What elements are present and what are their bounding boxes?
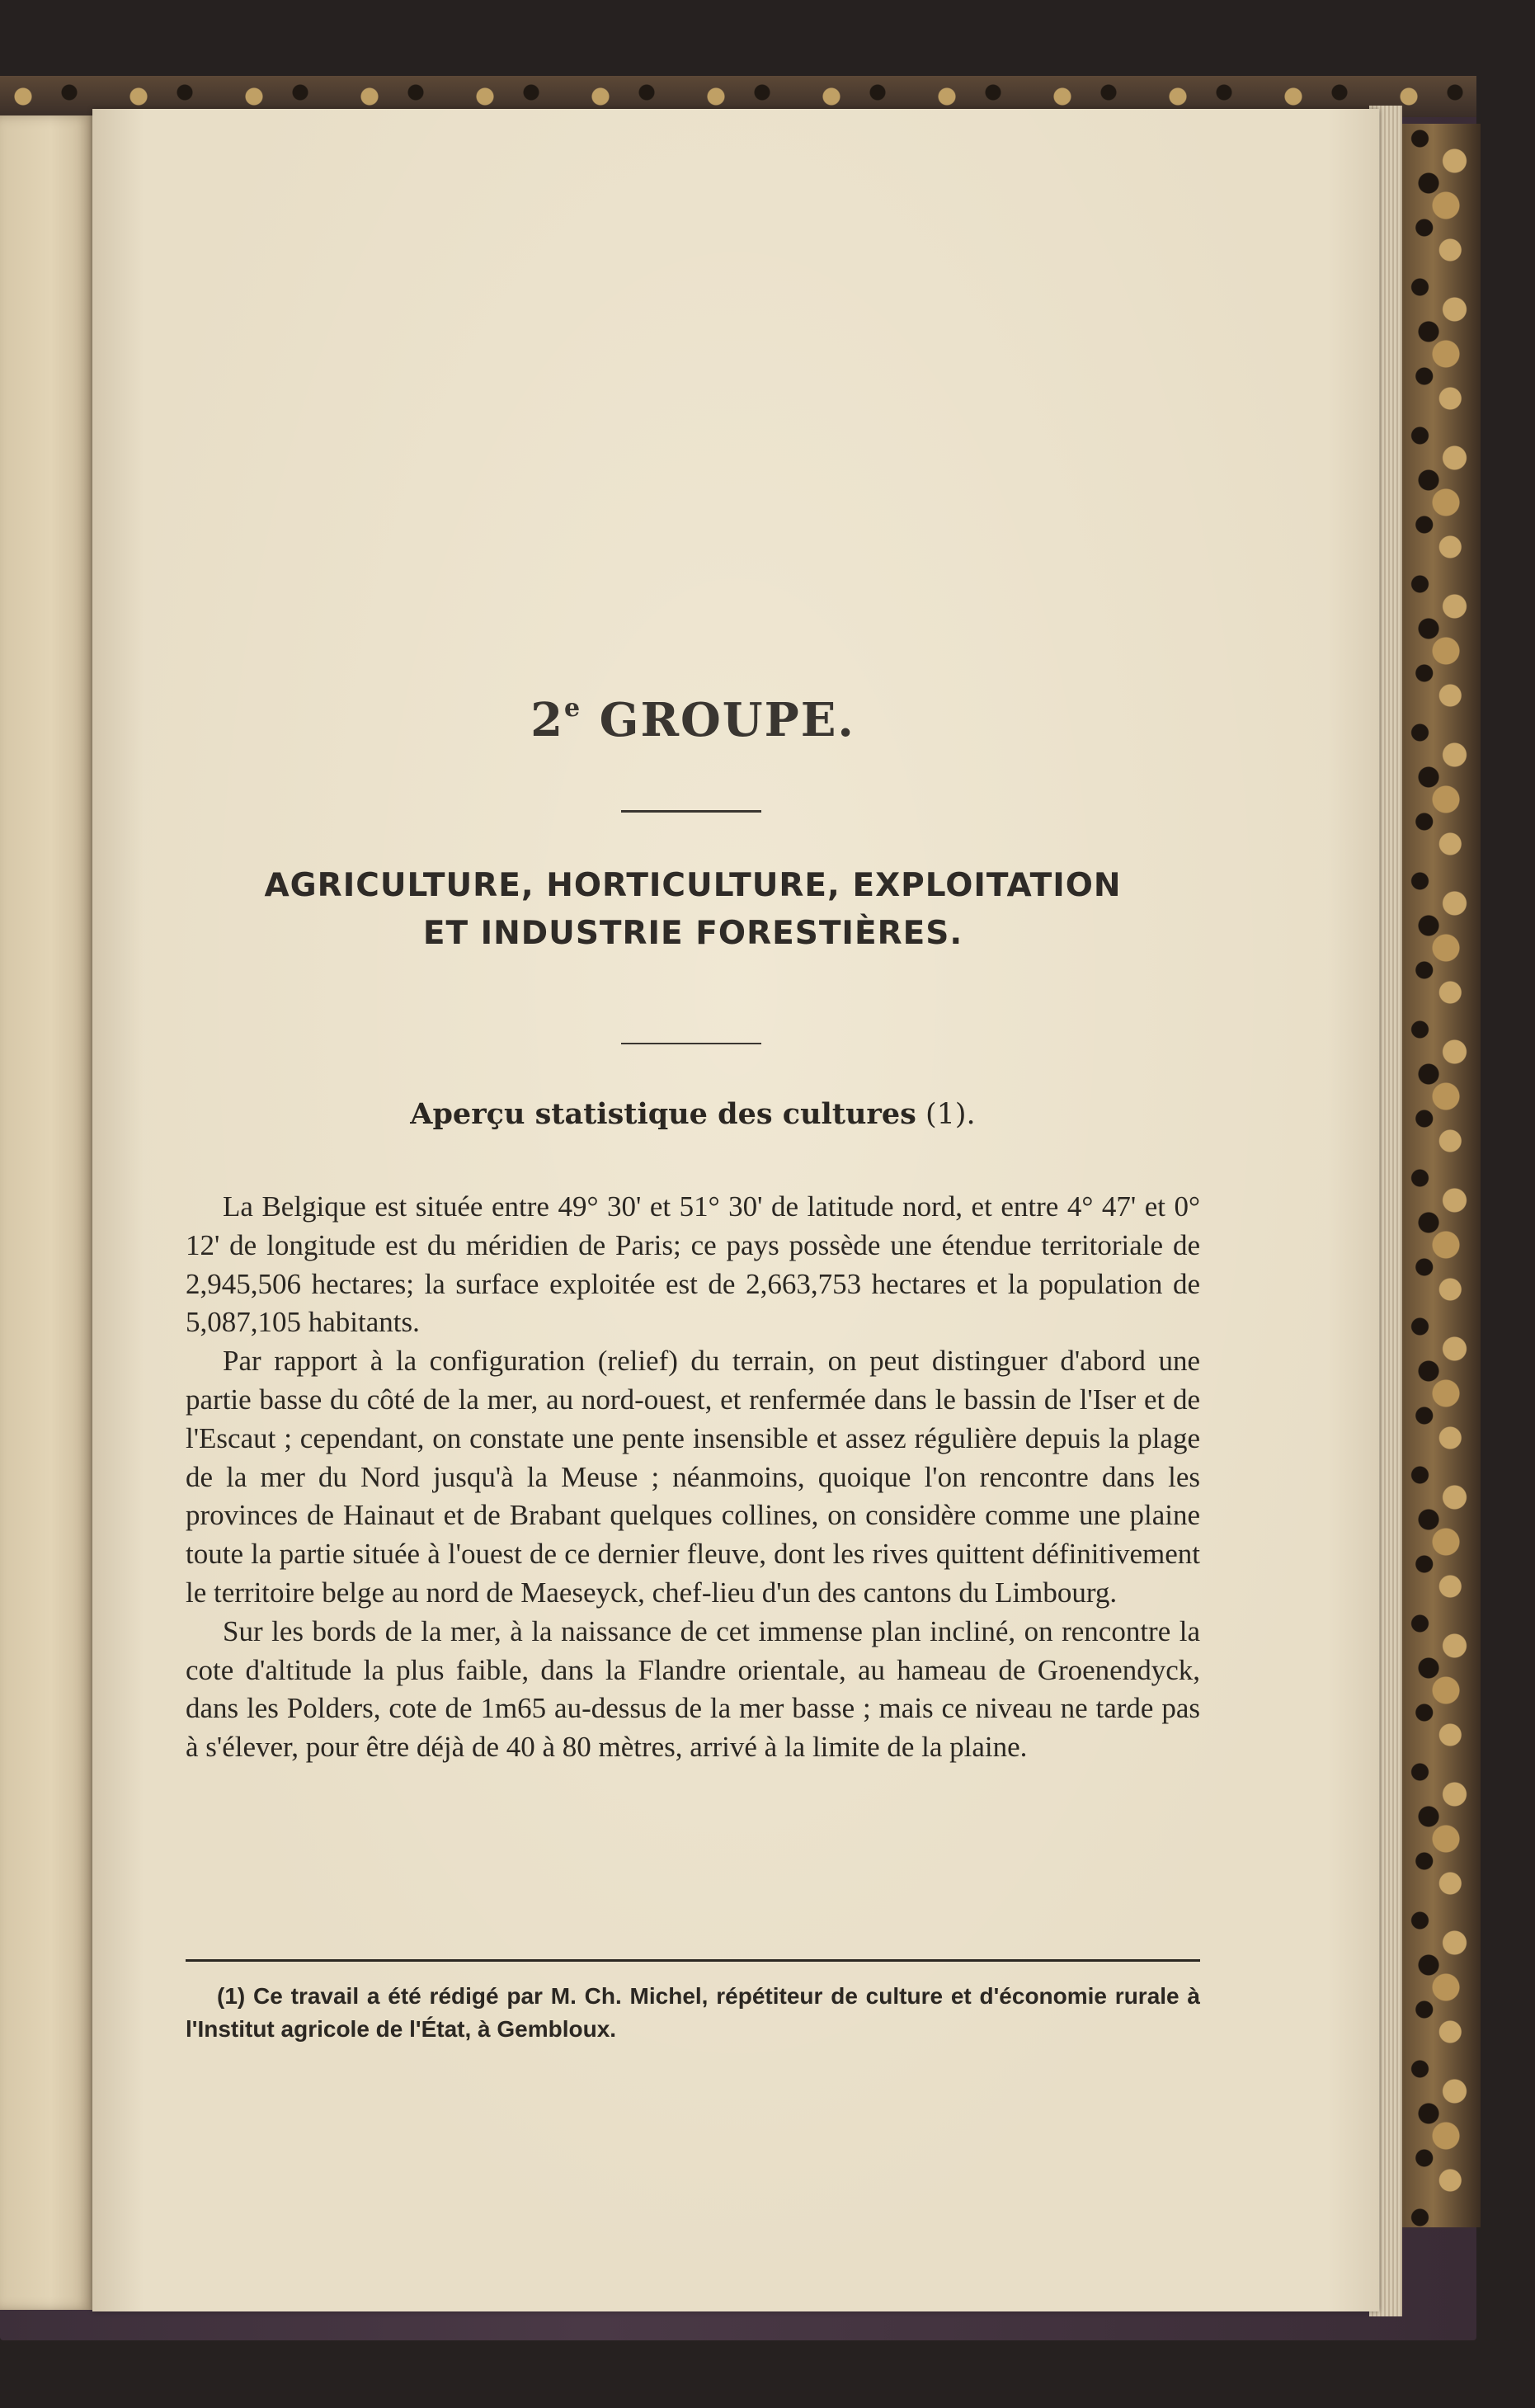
facing-page-edge: [0, 115, 92, 2310]
group-number-suffix: e: [564, 694, 582, 723]
section-heading-line-1: AGRICULTURE, HORTICULTURE, EXPLOITATION: [264, 867, 1122, 904]
footnote-divider: [186, 1959, 1200, 1962]
paragraph-1: La Belgique est située entre 49° 30' et 51° 30' de latitude nord, et entre 4° 47' et 0° 12' de longitude est du méridien de Paris; ce pays possède une étendue territoriale de 2,945,506 hectares; la surface exploitée est de 2,663,753 hectares et la population de 5,087,105 habitants.: [186, 1190, 1200, 1339]
section-heading: [186, 862, 1200, 958]
heading-divider: [621, 1043, 761, 1044]
group-word: GROUPE.: [582, 693, 855, 747]
section-heading-line-2: ET INDUSTRIE FORESTIÈRES.: [422, 915, 963, 952]
group-title: [186, 693, 1200, 747]
marbled-side-edge: [1394, 124, 1481, 2227]
paragraph-2: Par rapport à la configuration (relief) du terrain, on peut distinguer d'abord une partie basse du côté de la mer, au nord-ouest, et renfermée dans le bassin de l'Iser et de l'Escaut ; cependant, on constate une pente insensible et assez régulière depuis la plage de la mer du Nord jusqu'à la Meuse ; néanmoins, quoique l'on rencontre dans les provinces de Hainaut et de Brabant quelques collines, on considère comme une plaine toute la partie située à l'ouest de ce dernier fleuve, dont les rives quittent définitivement le territoire belge au nord de Maeseyck, chef-lieu d'un des cantons du Limbourg.: [186, 1345, 1200, 1609]
body-text: [186, 1188, 1200, 1767]
paragraph-3: Sur les bords de la mer, à la naissance de cet immense plan incliné, on rencontre la cote d'altitude la plus faible, dans la Flandre orientale, au hameau de Groenendyck, dans les Polders, cote de 1m65 au-dessus de la mer basse ; mais ce niveau ne tarde pas à s'élever, pour être déjà de 40 à 80 mètres, arrivé à la limite de la plaine.: [186, 1614, 1200, 1764]
subheading: [186, 1097, 1200, 1131]
footnote: (1) Ce travail a été rédigé par M. Ch. Michel, répétiteur de culture et d'économie rurale à l'Institut agricole de l'État, à Gembloux.: [186, 1983, 1200, 2042]
subheading-text: Aperçu statistique des cultures: [410, 1097, 916, 1131]
footnote-reference: (1).: [916, 1098, 976, 1131]
group-number: 2: [530, 693, 565, 747]
title-divider: [621, 810, 761, 813]
